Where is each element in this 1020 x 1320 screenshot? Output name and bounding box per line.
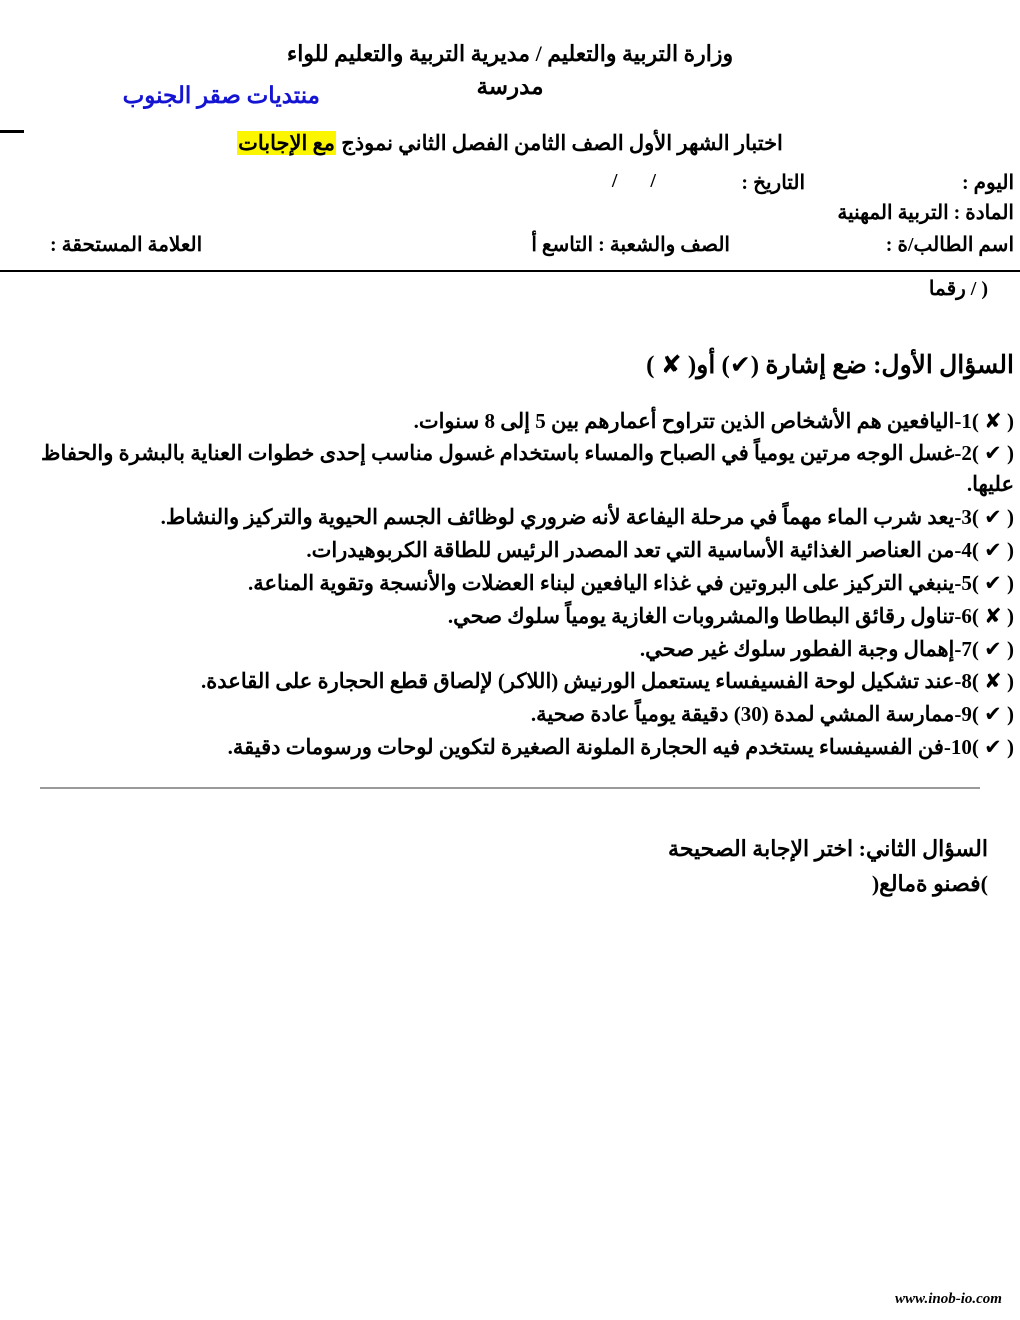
question-two-marks-note: )علامة ونصف( (871, 871, 988, 897)
answer-box[interactable]: ( ✘ ) (971, 603, 1014, 628)
item-text: اليافعين هم الأشخاص الذين تتراوح أعمارهم بين 5 إلى 8 سنوات. (413, 408, 955, 433)
item-number: 7- (954, 636, 972, 661)
section-divider (40, 787, 980, 789)
item-text: ينبغي التركيز على البروتين في غذاء اليافعين لبناء العضلات والأنسجة وتقوية المناعة. (247, 570, 955, 595)
exam-title-highlight: مع الإجابات (238, 130, 335, 155)
list-item (0, 666, 1020, 697)
answer-box[interactable]: ( ✔ ) (971, 537, 1014, 562)
item-text: ممارسة المشي لمدة (30) دقيقة يومياً عادة صحية. (530, 702, 955, 727)
item-text: من العناصر الغذائية الأساسية التي تعد المصدر الرئيس للطاقة الكربوهيدرات. (306, 537, 955, 562)
item-text: تناول رقائق البطاطا والمشروبات الغازية يومياً سلوك صحي. (447, 603, 955, 628)
question-two-block (0, 831, 1020, 901)
subject-row (0, 200, 1020, 232)
answer-mark-icon: ✘ (984, 408, 1002, 433)
answer-mark-icon: ✔ (984, 441, 1002, 466)
list-item (0, 601, 1020, 632)
exam-title-main: اختبار الشهر الأول الصف الثامن الفصل الثاني نموذج (341, 130, 783, 155)
question-two-heading: السؤال الثاني: اختر الإجابة الصحيحة (668, 835, 988, 861)
question-one-suffix: ) (646, 351, 655, 379)
answer-box[interactable]: ( ✔ ) (971, 636, 1014, 661)
item-text: إهمال وجبة الفطور سلوك غير صحي. (639, 636, 955, 661)
answer-mark-icon: ✔ (984, 570, 1002, 595)
footer (0, 1290, 1020, 1308)
school-label: مدرسة (476, 73, 544, 99)
cross-mark-icon: ✘ (660, 349, 682, 379)
document-header (0, 0, 1020, 108)
item-number: 8- (954, 669, 972, 694)
section-value: التاسع أ (531, 233, 594, 256)
item-number: 3- (954, 505, 972, 530)
answer-box[interactable]: ( ✔ ) (971, 505, 1014, 530)
day-date-row (0, 170, 1020, 200)
item-number: 2- (954, 441, 972, 466)
exam-info-block (0, 170, 1020, 312)
earned-mark-label: العلامة المستحقة : (50, 233, 203, 256)
forum-watermark: منتديات صقر الجنوب (122, 83, 320, 108)
item-number: 10- (943, 735, 972, 760)
answer-box[interactable]: ( ✔ ) (971, 441, 1014, 466)
answer-mark-icon: ✔ (984, 636, 1002, 661)
item-number: 9- (954, 702, 972, 727)
item-text: غسل الوجه مرتين يومياً في الصباح والمساء باستخدام غسول مناسب إحدى خطوات العناية بالبشرة والحفاظ عليها. (41, 441, 1014, 497)
item-number: 4- (954, 537, 972, 562)
check-mark-icon: ✔ (729, 349, 751, 379)
section-label: الصف والشعبة : (598, 233, 730, 256)
answer-mark-icon: ✔ (984, 505, 1002, 530)
numeral-mark-row (0, 272, 1020, 312)
answer-box[interactable]: ( ✔ ) (971, 735, 1014, 760)
list-item (0, 535, 1020, 566)
list-item (0, 732, 1020, 763)
answer-mark-icon: ✔ (984, 537, 1002, 562)
list-item (0, 634, 1020, 665)
subject-value: التربية المهنية (837, 201, 949, 224)
item-text: عند تشكيل لوحة الفسيفساء يستعمل الورنيش (اللاكر) لإلصاق قطع الحجارة على القاعدة. (201, 669, 955, 694)
answer-mark-icon: ✘ (984, 669, 1002, 694)
item-number: 1- (954, 408, 972, 433)
answer-box[interactable]: ( ✔ ) (971, 702, 1014, 727)
date-value: / / (611, 169, 670, 192)
item-text: فن الفسيفساء يستخدم فيه الحجارة الملونة الصغيرة لتكوين لوحات ورسومات دقيقة. (227, 735, 944, 760)
list-item (0, 568, 1020, 599)
header-divider-rule (0, 130, 24, 133)
answer-box[interactable]: ( ✔ ) (971, 570, 1014, 595)
answer-box[interactable]: ( ✘ ) (971, 669, 1014, 694)
item-number: 5- (954, 570, 972, 595)
true-false-list (0, 406, 1020, 763)
subject-label: المادة : (953, 201, 1014, 224)
day-label: اليوم : (961, 171, 1014, 194)
date-label: التاريخ : (741, 171, 805, 194)
student-name-label: اسم الطالب/ة : (885, 233, 1014, 256)
list-item (0, 438, 1020, 500)
numeral-label: رقما (928, 277, 966, 300)
answer-mark-icon: ✘ (984, 603, 1002, 628)
numeral-value: ( / (970, 277, 988, 300)
list-item (0, 699, 1020, 730)
site-url: www.inob-io.com (895, 1291, 1002, 1307)
student-section-row (0, 232, 1020, 272)
item-text: يعد شرب الماء مهماً في مرحلة اليفاعة لأنه ضروري لوظائف الجسم الحيوية والتركيز والنشاط. (160, 505, 955, 530)
ministry-line: وزارة التربية والتعليم / مديرية التربية والتعليم للواء (286, 41, 734, 66)
question-one-middle: ) أو( (687, 351, 730, 379)
list-item (0, 406, 1020, 437)
list-item (0, 502, 1020, 533)
question-one-prefix: السؤال الأول: ضع إشارة ( (750, 351, 1014, 379)
item-number: 6- (954, 603, 972, 628)
section-field (531, 232, 730, 257)
question-one-heading (0, 350, 1020, 380)
answer-box[interactable]: ( ✘ ) (971, 408, 1014, 433)
answer-mark-icon: ✔ (984, 735, 1002, 760)
exam-title (0, 131, 1020, 156)
answer-mark-icon: ✔ (984, 702, 1002, 727)
